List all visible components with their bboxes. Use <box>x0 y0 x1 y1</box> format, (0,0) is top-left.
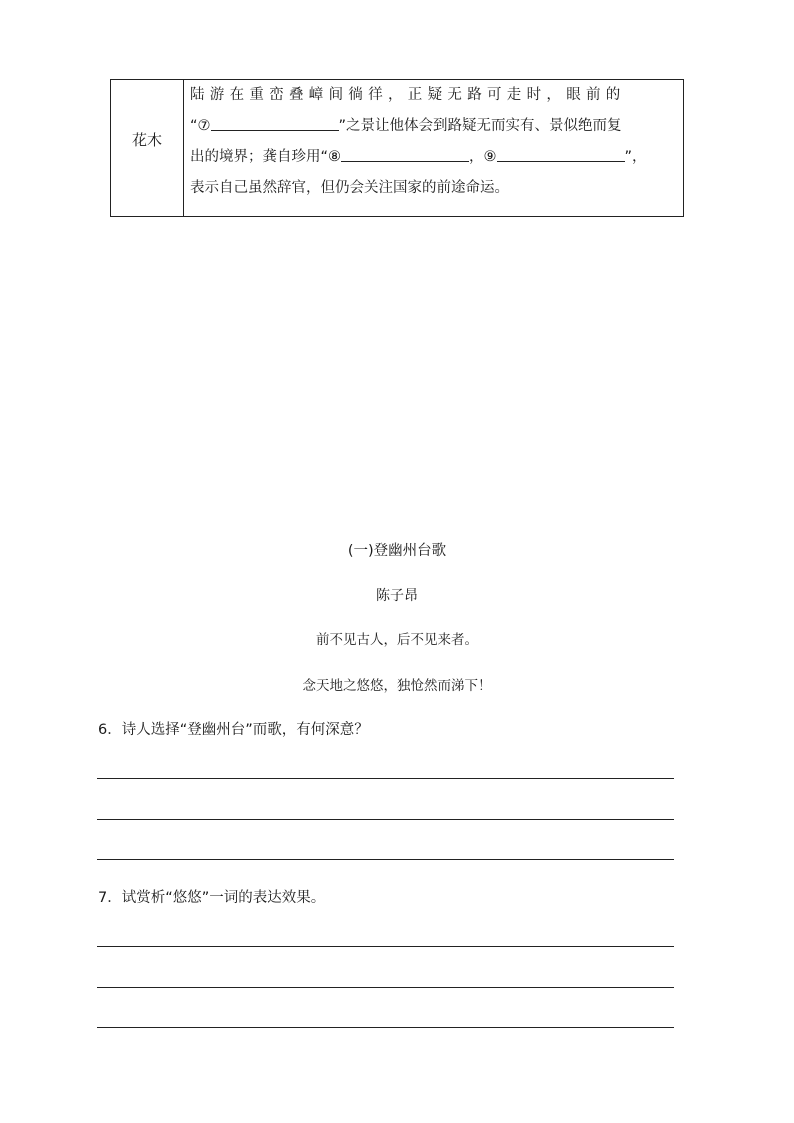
question-6-number: 6． <box>98 722 122 738</box>
answer-line-6-2[interactable] <box>97 819 674 820</box>
blank-9-open: ，⑨ <box>469 149 497 165</box>
question-6 <box>98 718 369 739</box>
table-label: 花木 <box>131 131 162 149</box>
answer-line-7-2[interactable] <box>97 987 674 988</box>
answer-line-7-3[interactable] <box>97 1027 674 1028</box>
blank-8[interactable] <box>341 146 469 162</box>
blank-7-open: “⑦ <box>190 118 211 134</box>
poem-line-2: 念天地之悠悠，独怆然而涕下！ <box>302 678 492 694</box>
blank-7[interactable] <box>211 115 339 131</box>
question-7-number: 7． <box>98 890 122 906</box>
table-label-cell <box>111 80 184 216</box>
blank-9[interactable] <box>497 146 625 162</box>
question-6-text: 诗人选择“登幽州台”而歌，有何深意？ <box>121 722 369 738</box>
fill-in-table <box>110 79 684 217</box>
table-line-3 <box>190 142 681 173</box>
blank-7-close: ”之景让他体会到路疑无而实有、景似绝而复 <box>338 118 622 134</box>
blank-8-open: 出的境界；龚自珍用“⑧ <box>190 149 342 165</box>
answer-line-7-1[interactable] <box>97 946 674 947</box>
table-content-cell <box>190 80 681 204</box>
blank-9-close: ”， <box>624 149 647 165</box>
poem-line-1: 前不见古人，后不见来者。 <box>316 632 478 648</box>
poem-title: (一)登幽州台歌 <box>347 543 447 559</box>
table-line-4: 表示自己虽然辞官，但仍会关注国家的前途命运。 <box>190 180 509 196</box>
answer-line-6-3[interactable] <box>97 859 674 860</box>
table-line-2 <box>190 111 681 142</box>
question-7-text: 试赏析“悠悠”一词的表达效果。 <box>121 890 326 906</box>
poem-author: 陈子昂 <box>376 588 418 604</box>
answer-line-6-1[interactable] <box>97 778 674 779</box>
question-7 <box>98 886 325 907</box>
table-line-1: 陆游在重峦叠嶂间徜徉，正疑无路可走时，眼前的 <box>190 87 626 103</box>
